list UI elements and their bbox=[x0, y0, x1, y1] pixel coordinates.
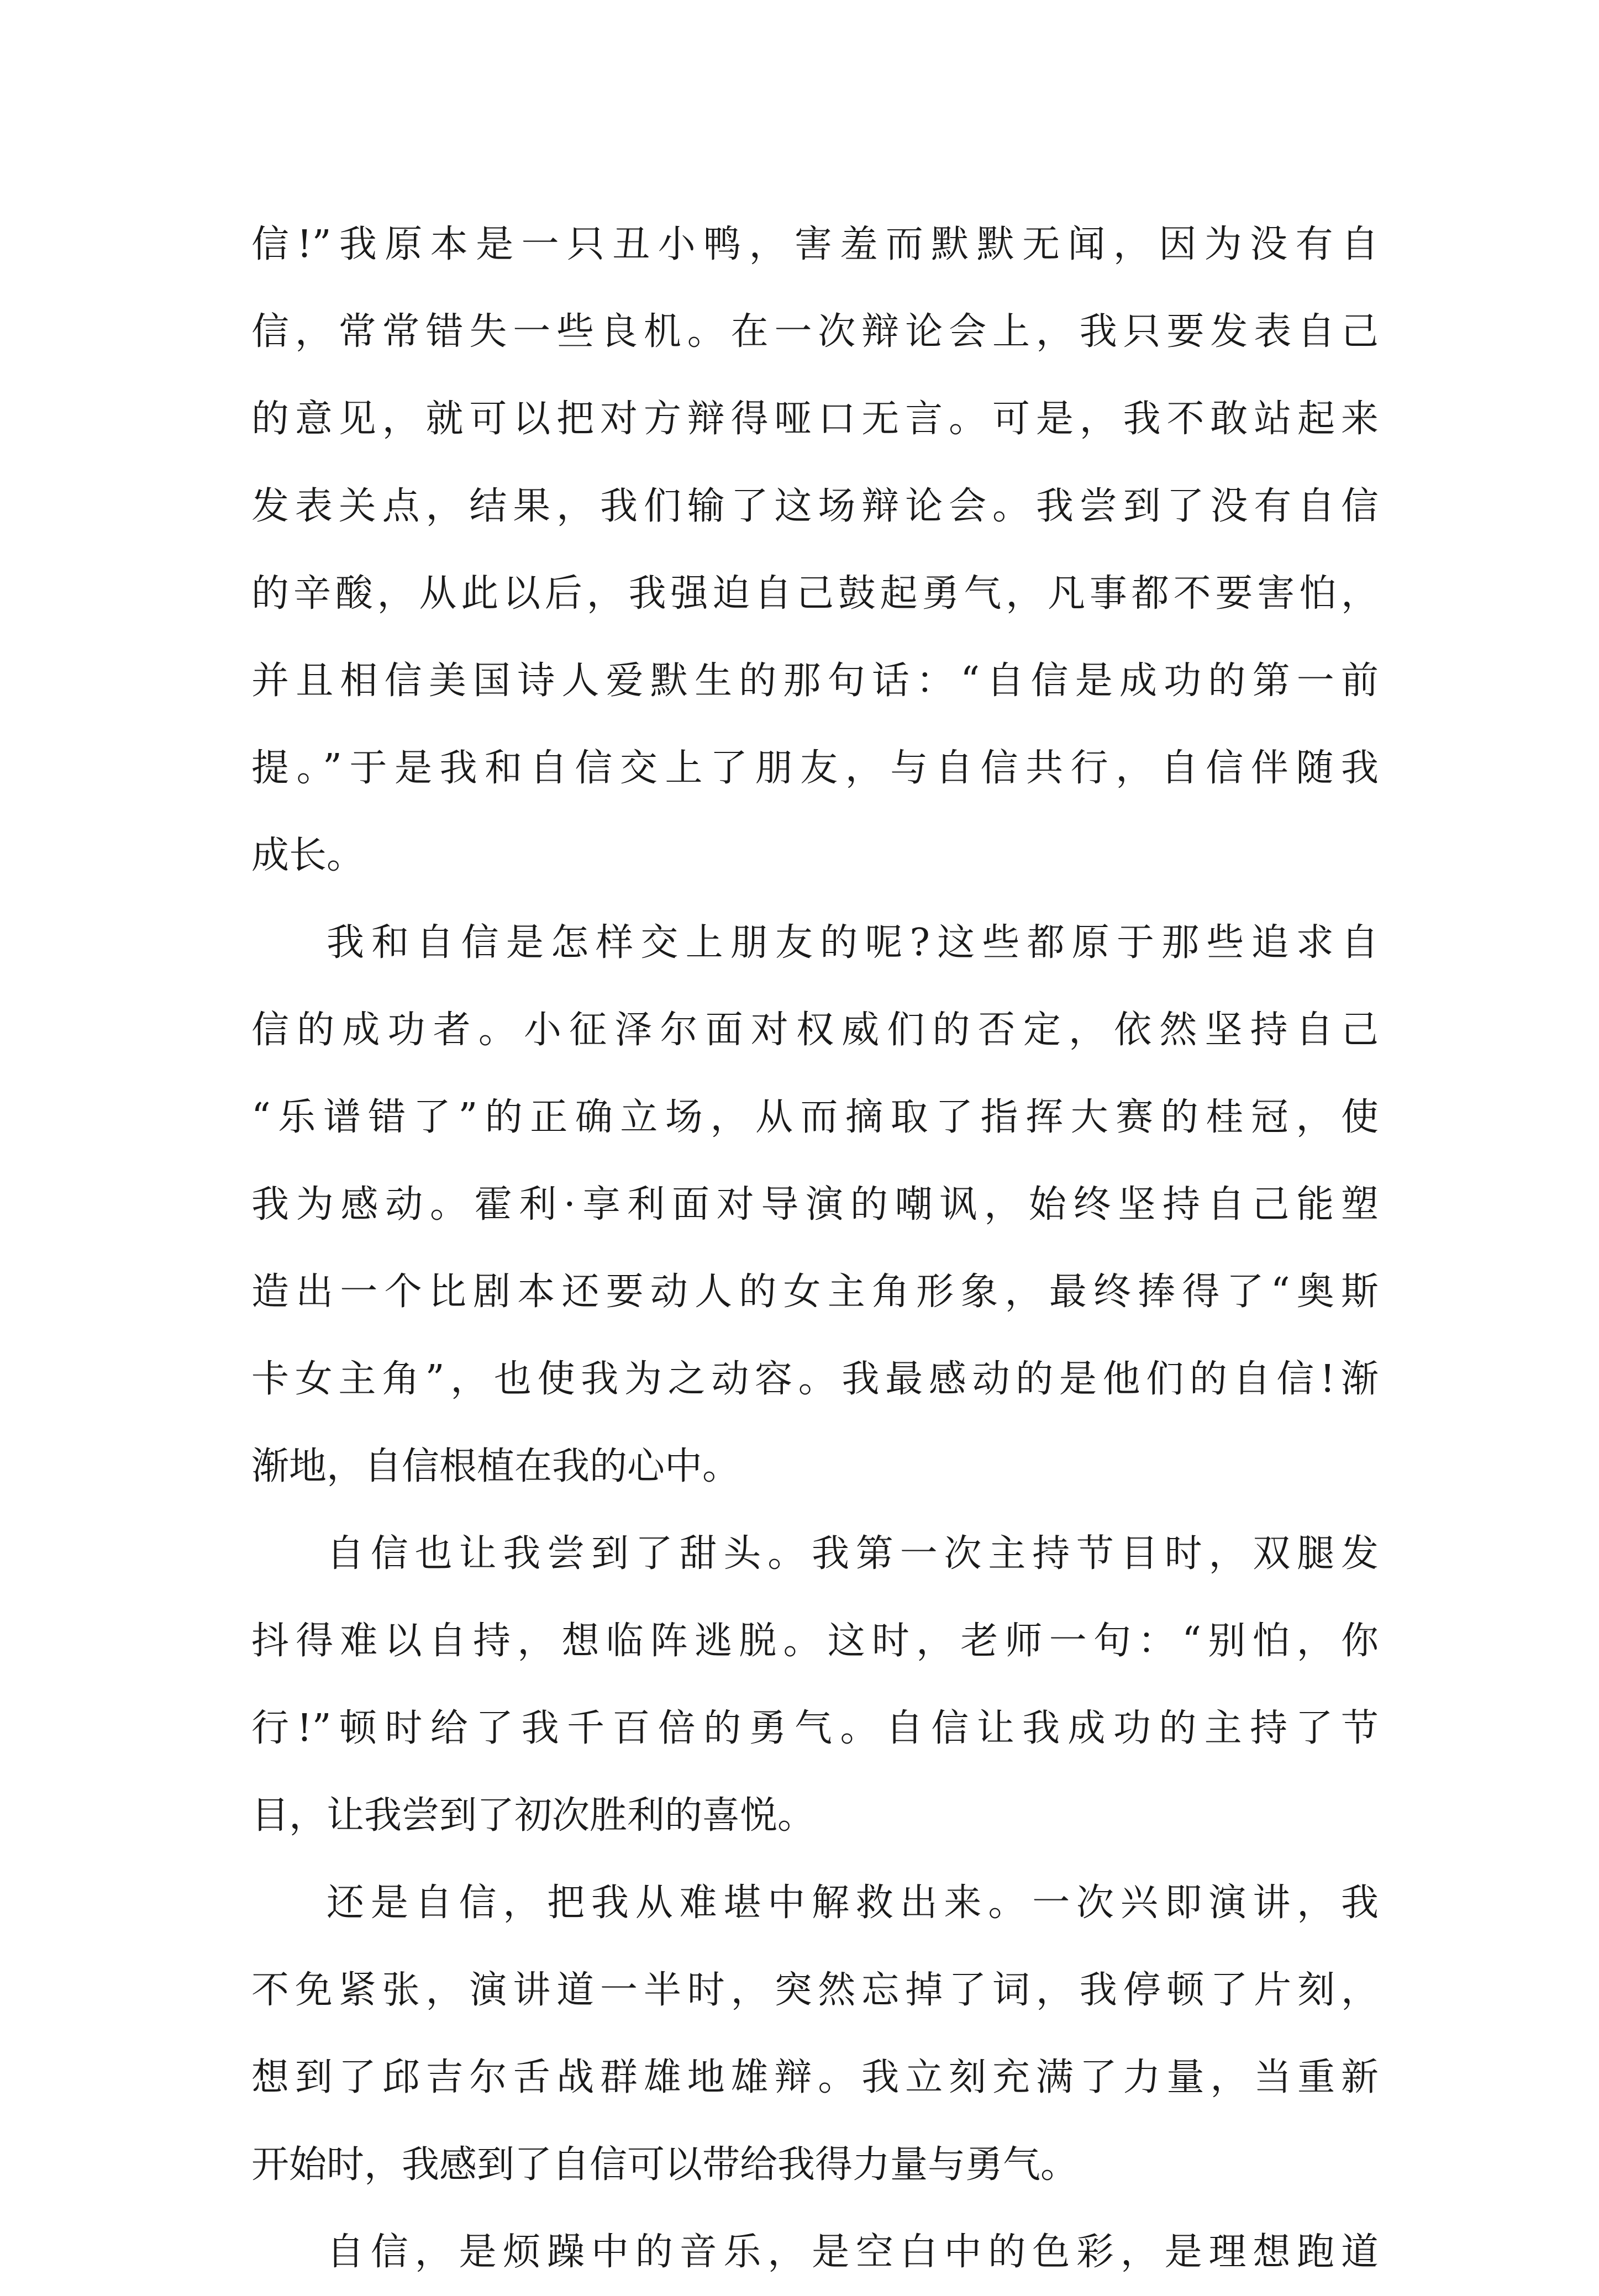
text-line: 我和自信是怎样交上朋友的呢?这些都原于那些追求自 bbox=[327, 921, 1379, 965]
text-line: 信的成功者。小征泽尔面对权威们的否定，依然坚持自己 bbox=[251, 1008, 1379, 1052]
text-line: 不免紧张，演讲道一半时，突然忘掉了词，我停顿了片刻， bbox=[251, 1968, 1379, 2012]
text-line: 发表关点，结果，我们输了这场辩论会。我尝到了没有自信 bbox=[251, 485, 1379, 528]
text-line: 成长。 bbox=[251, 834, 365, 877]
text-line: 造出一个比剧本还要动人的女主角形象，最终捧得了“奥斯 bbox=[251, 1270, 1379, 1314]
text-line: 信，常常错失一些良机。在一次辩论会上，我只要发表自己 bbox=[251, 310, 1379, 354]
text-line: 自信也让我尝到了甜头。我第一次主持节目时，双腿发 bbox=[327, 1532, 1379, 1576]
text-line: 开始时，我感到了自信可以带给我得力量与勇气。 bbox=[251, 2143, 1079, 2187]
text-line: 自信，是烦躁中的音乐，是空白中的色彩，是理想跑道 bbox=[327, 2230, 1379, 2274]
text-line: 的意见，就可以把对方辩得哑口无言。可是，我不敢站起来 bbox=[251, 397, 1379, 441]
text-line: 抖得难以自持，想临阵逃脱。这时，老师一句：“别怕，你 bbox=[251, 1619, 1379, 1663]
text-line: 想到了邱吉尔舌战群雄地雄辩。我立刻充满了力量，当重新 bbox=[251, 2056, 1379, 2099]
text-line: 目，让我尝到了初次胜利的喜悦。 bbox=[251, 1794, 816, 1837]
text-line: 提。”于是我和自信交上了朋友，与自信共行，自信伴随我 bbox=[251, 746, 1379, 790]
text-line: 行!”顿时给了我千百倍的勇气。自信让我成功的主持了节 bbox=[251, 1707, 1379, 1750]
text-line: 并且相信美国诗人爱默生的那句话：“自信是成功的第一前 bbox=[251, 659, 1379, 703]
text-line: 的辛酸，从此以后，我强迫自己鼓起勇气，凡事都不要害怕， bbox=[251, 572, 1379, 615]
text-line: 还是自信，把我从难堪中解救出来。一次兴即演讲，我 bbox=[327, 1881, 1379, 1925]
text-line: 卡女主角”，也使我为之动容。我最感动的是他们的自信!渐 bbox=[251, 1357, 1379, 1401]
text-line: 信!”我原本是一只丑小鸭，害羞而默默无闻，因为没有自 bbox=[251, 223, 1379, 266]
text-line: 我为感动。霍利·享利面对导演的嘲讽，始终坚持自己能塑 bbox=[251, 1183, 1379, 1226]
document-body bbox=[251, 201, 1379, 2296]
text-line: “乐谱错了”的正确立场，从而摘取了指挥大赛的桂冠，使 bbox=[251, 1096, 1379, 1139]
text-line: 渐地，自信根植在我的心中。 bbox=[251, 1445, 740, 1488]
